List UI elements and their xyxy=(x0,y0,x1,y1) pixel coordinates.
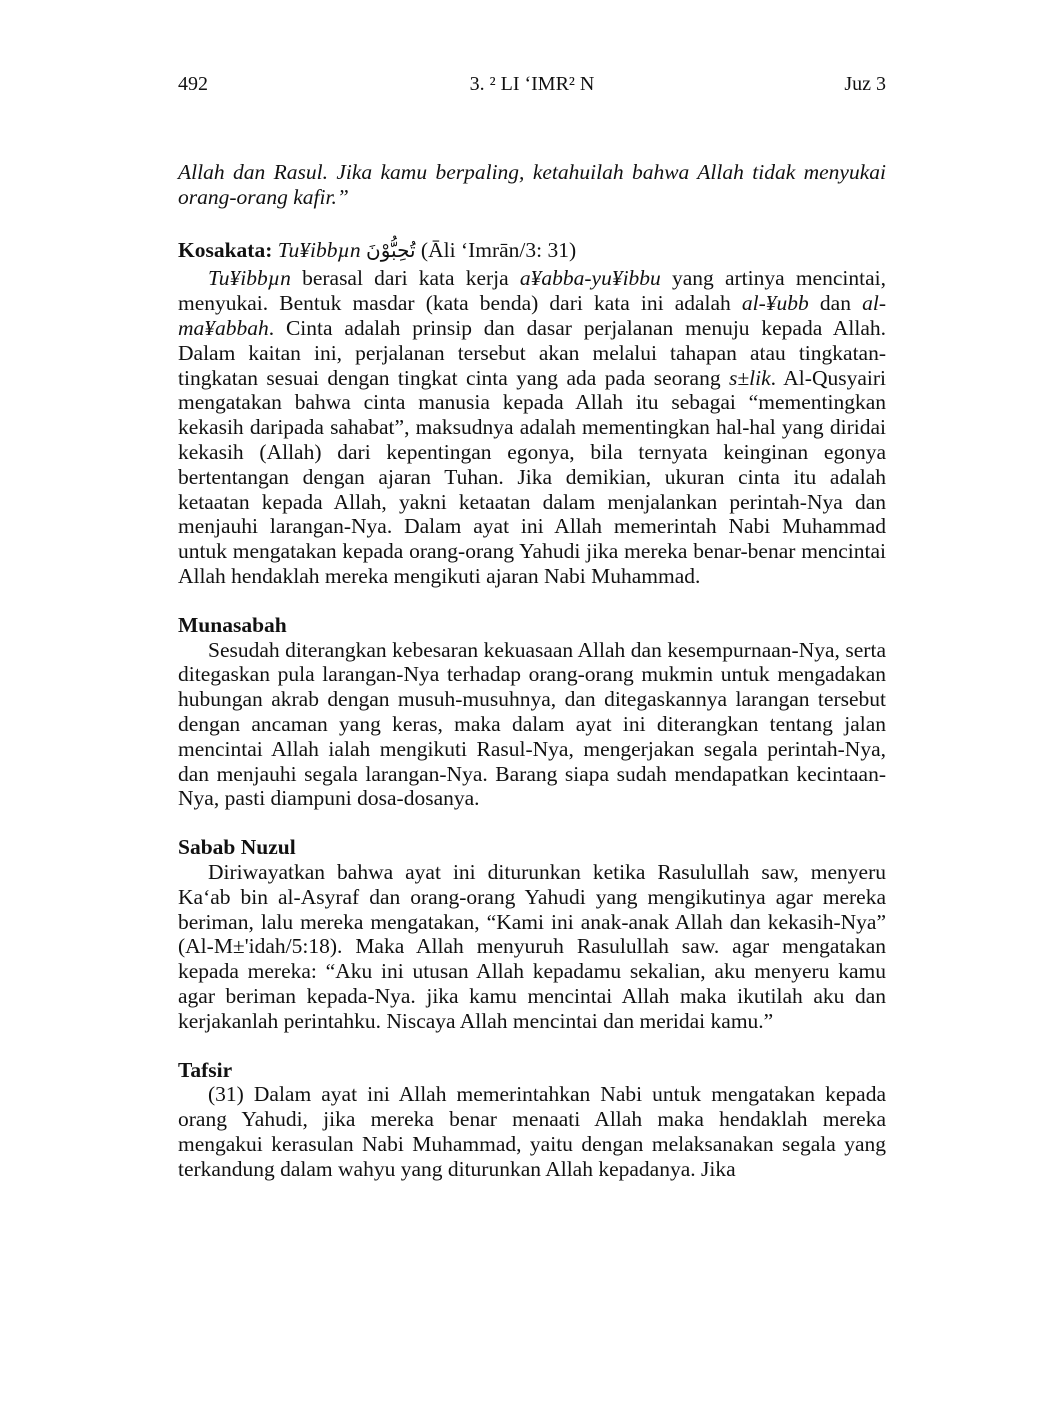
page-body xyxy=(178,160,886,1181)
kosakata-paragraph xyxy=(178,266,886,588)
kosakata-term-line xyxy=(278,238,576,262)
kosakata-p-verb: a¥abba-yu¥ibbu xyxy=(519,266,661,291)
kosakata-heading xyxy=(178,238,886,263)
kosakata-p-salik: s±lik xyxy=(729,365,771,390)
kosakata-p-term: Tu¥ibbµn xyxy=(208,266,291,291)
kosakata-p-text-3: dan xyxy=(808,291,863,316)
chapter-title: 3. ² LI ‘IMR² N xyxy=(469,73,595,95)
munasabah-paragraph: Sesudah diterangkan kebesaran kekuasaan Allah dan kesempurnaan-Nya, serta ditegaskan pula larangan-Nya terhadap orang-orang mukmin untuk mengadakan hubungan akrab dengan musuh-musuhnya, dan ditegaskannya larangan tersebut dengan ancaman yang keras, maka dalam ayat ini diterangkan tentang jalan mencintai Allah ialah mengikuti Rasul-Nya, mengerjakan segala perintah-Nya, dan menjauhi segala larangan-Nya. Barang siapa sudah mendapatkan kecintaan-Nya, pasti diampuni dosa-dosanya. xyxy=(178,637,886,811)
sabab-nuzul-section xyxy=(178,835,886,1033)
tafsir-paragraph: (31) Dalam ayat ini Allah memerintahkan Nabi untuk mengatakan kepada orang Yahudi, jika mereka benar menaati Allah maka hendaklah mereka mengakui kerasulan Nabi Muhammad, yaitu dengan melaksanakan segala yang terkandung dalam wahyu yang diturunkan Allah kepadanya. Jika xyxy=(178,1082,886,1181)
opening-quote: Allah dan Rasul. Jika kamu berpaling, ketahuilah bahwa Allah tidak menyukai orang-orang kafir.” xyxy=(178,160,886,209)
kosakata-p-noun-2: al-ma¥abbah xyxy=(178,291,886,340)
kosakata-heading-label: Kosakata: xyxy=(178,237,273,262)
kosakata-p-text-2: yang artinya mencintai, menyukai. Bentuk masdar (kata benda) dari kata ini adalah xyxy=(178,266,886,316)
munasabah-section xyxy=(178,613,886,811)
juz-label: Juz 3 xyxy=(844,73,886,95)
kosakata-section xyxy=(178,238,886,589)
page-number: 492 xyxy=(178,73,208,95)
tafsir-section xyxy=(178,1058,886,1182)
sabab-nuzul-heading: Sabab Nuzul xyxy=(178,835,296,860)
kosakata-p-text-4: . Cinta adalah prinsip dan dasar perjalanan menuju kepada Allah. Dalam kaitan ini, perjalanan tersebut akan melalui tahapan atau tingkatan-tingkatan sesuai dengan tingkat cinta yang ada pada seorang xyxy=(178,315,886,390)
kosakata-arabic: تُحِبُّوْنَ xyxy=(366,237,416,262)
tafsir-heading: Tafsir xyxy=(178,1057,233,1082)
kosakata-reference: (Āli ‘Imrān/3: 31) xyxy=(420,237,577,262)
kosakata-p-text-5: . Al-Qusyairi mengatakan bahwa cinta manusia kepada Allah itu sebagai “mementingkan kekasih daripada sahabat”, maksudnya adalah mementingkan hal-hal yang diridai kekasih (Allah) dari kepentingan egonya, bila ternyata keinginan egonya bertentangan dengan ajaran Tuhan. Jika demikian, ukuran cinta itu adalah ketaatan kepada Allah, yakni ketaatan dalam menjalankan perintah-Nya dan menjauhi larangan-Nya. Dalam ayat ini Allah memerintah Nabi Muhammad untuk mengatakan kepada orang-orang Yahudi jika mereka benar-benar mencintai Allah hendaklah mereka mengikuti ajaran Nabi Muhammad. xyxy=(178,365,886,588)
kosakata-term: Tu¥ibbµn xyxy=(277,237,361,262)
running-header xyxy=(178,72,886,96)
sabab-nuzul-paragraph: Diriwayatkan bahwa ayat ini diturunkan ketika Rasulullah saw, menyeru Ka‘ab bin al-Asyraf dan orang-orang Yahudi yang mengikutinya agar mereka beriman, lalu mereka mengatakan, “Kami ini anak-anak Allah dan kekasih-Nya” (Al-M±'idah/5:18). Maka Allah menyuruh Rasulullah saw. agar mengatakan kepada mereka: “Aku ini utusan Allah kepadamu sekalian, aku menyeru kamu agar beriman kepada-Nya. jika kamu mencintai Allah maka ikutilah aku dan kerjakanlah perintahku. Niscaya Allah mencintai dan meridai kamu.” xyxy=(178,859,886,1033)
kosakata-p-noun-1: al-¥ubb xyxy=(741,291,809,316)
page xyxy=(178,72,886,1181)
kosakata-p-text-1: berasal dari kata kerja xyxy=(290,266,520,291)
munasabah-heading: Munasabah xyxy=(178,612,287,637)
